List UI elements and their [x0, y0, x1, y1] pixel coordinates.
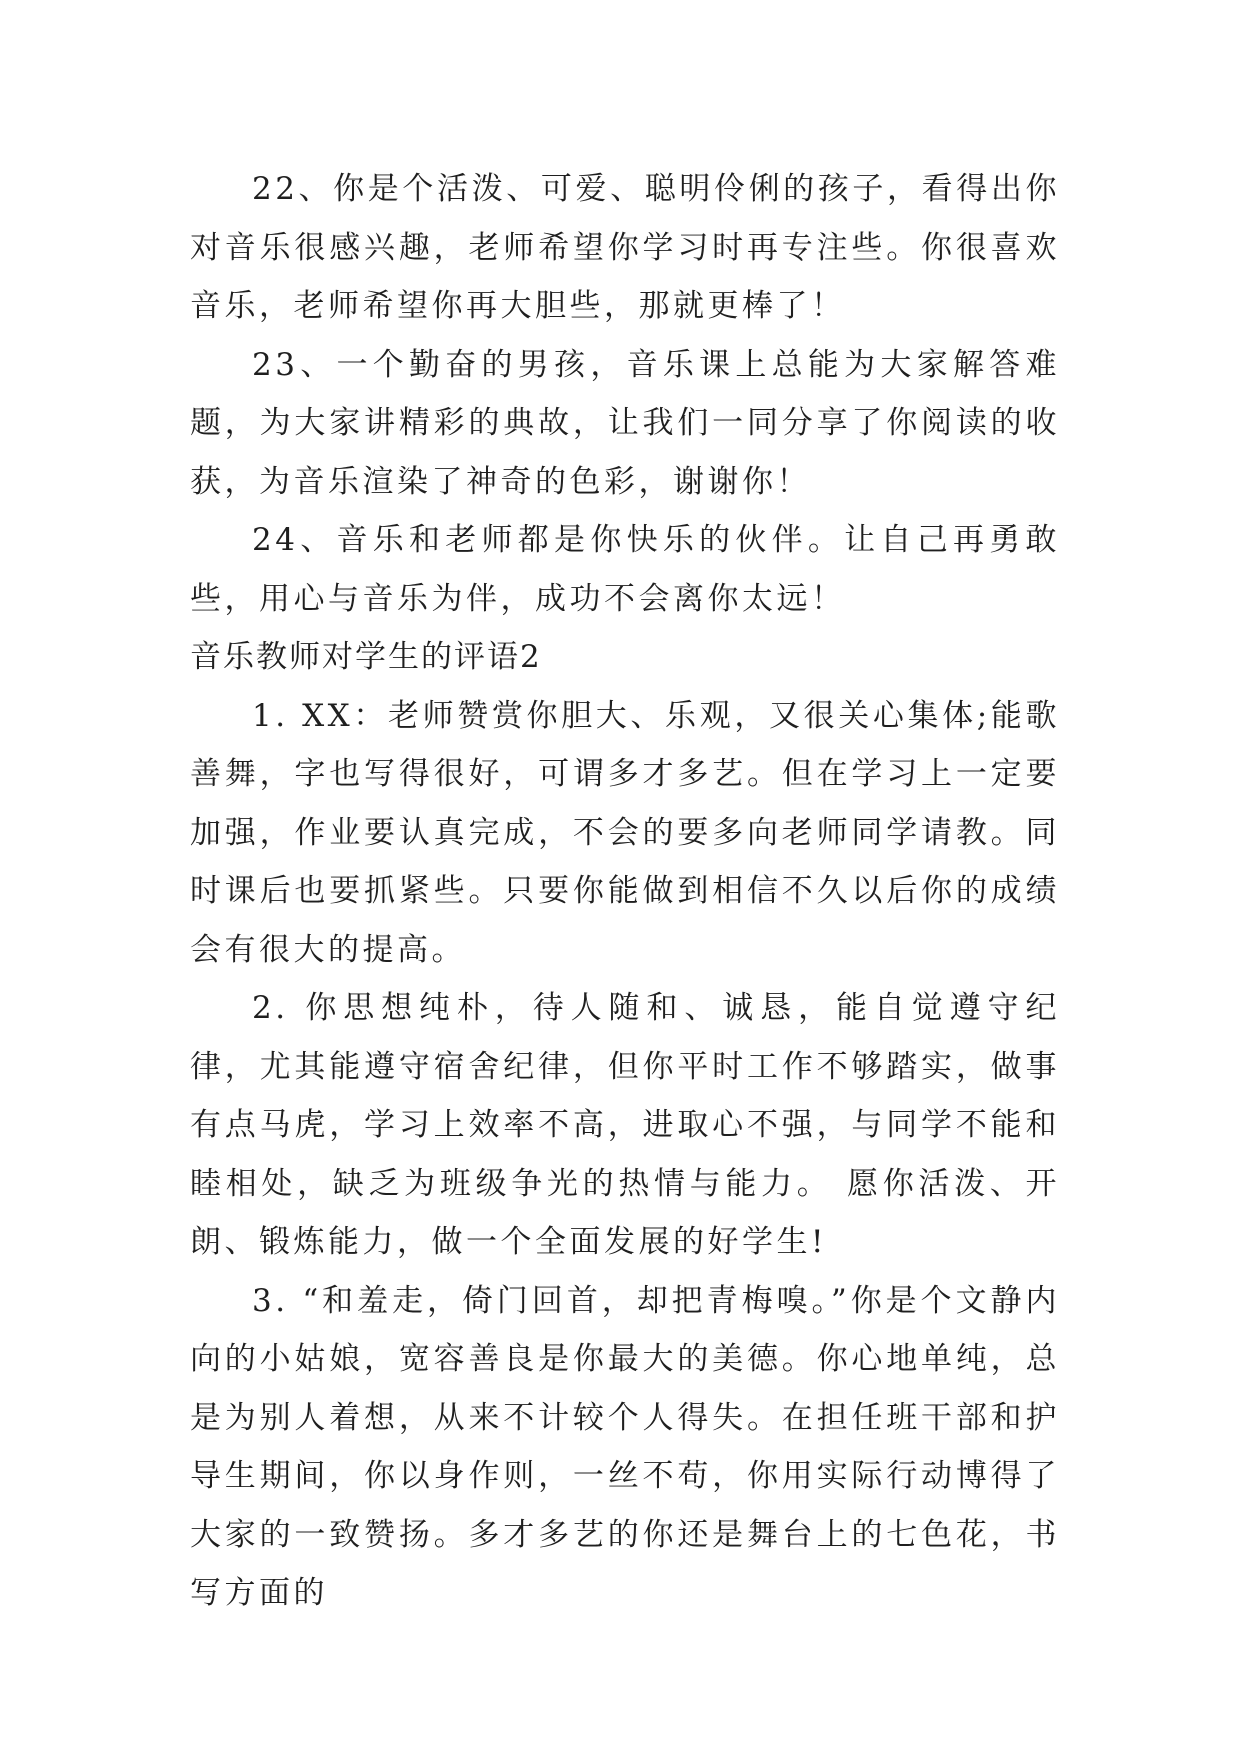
document-body [190, 160, 1060, 1623]
comment-paragraph-2: 2. 你思想纯朴，待人随和、诚恳，能自觉遵守纪律，尤其能遵守宿舍纪律，但你平时工作不够踏实，做事有点马虎，学习上效率不高，进取心不强，与同学不能和睦相处，缺乏为班级争光的热情与能力。 愿你活泼、开朗、锻炼能力，做一个全面发展的好学生! [190, 990, 1060, 1260]
comment-paragraph-24: 24、音乐和老师都是你快乐的伙伴。让自己再勇敢些，用心与音乐为伴，成功不会离你太远！ [190, 522, 1060, 617]
comment-paragraph-22: 22、你是个活泼、可爱、聪明伶俐的孩子，看得出你对音乐很感兴趣，老师希望你学习时再专注些。你很喜欢音乐，老师希望你再大胆些，那就更棒了！ [190, 171, 1060, 324]
comment-paragraph-1: 1. XX：老师赞赏你胆大、乐观，又很关心集体;能歌善舞，字也写得很好，可谓多才多艺。但在学习上一定要加强，作业要认真完成，不会的要多向老师同学请教。同时课后也要抓紧些。只要你能做到相信不久以后你的成绩会有很大的提高。 [190, 697, 1060, 968]
comment-paragraph-3: 3. “和羞走，倚门回首，却把青梅嗅。”你是个文静内向的小姑娘，宽容善良是你最大的美德。你心地单纯，总是为别人着想，从来不计较个人得失。在担任班干部和护导生期间，你以身作则，一丝不苟，你用实际行动博得了大家的一致赞扬。多才多艺的你还是舞台上的七色花，书写方面的 [190, 1282, 1060, 1611]
comment-paragraph-23: 23、一个勤奋的男孩，音乐课上总能为大家解答难题，为大家讲精彩的典故，让我们一同分享了你阅读的收获，为音乐渲染了神奇的色彩，谢谢你！ [190, 346, 1060, 500]
section-heading: 音乐教师对学生的评语2 [190, 639, 542, 675]
